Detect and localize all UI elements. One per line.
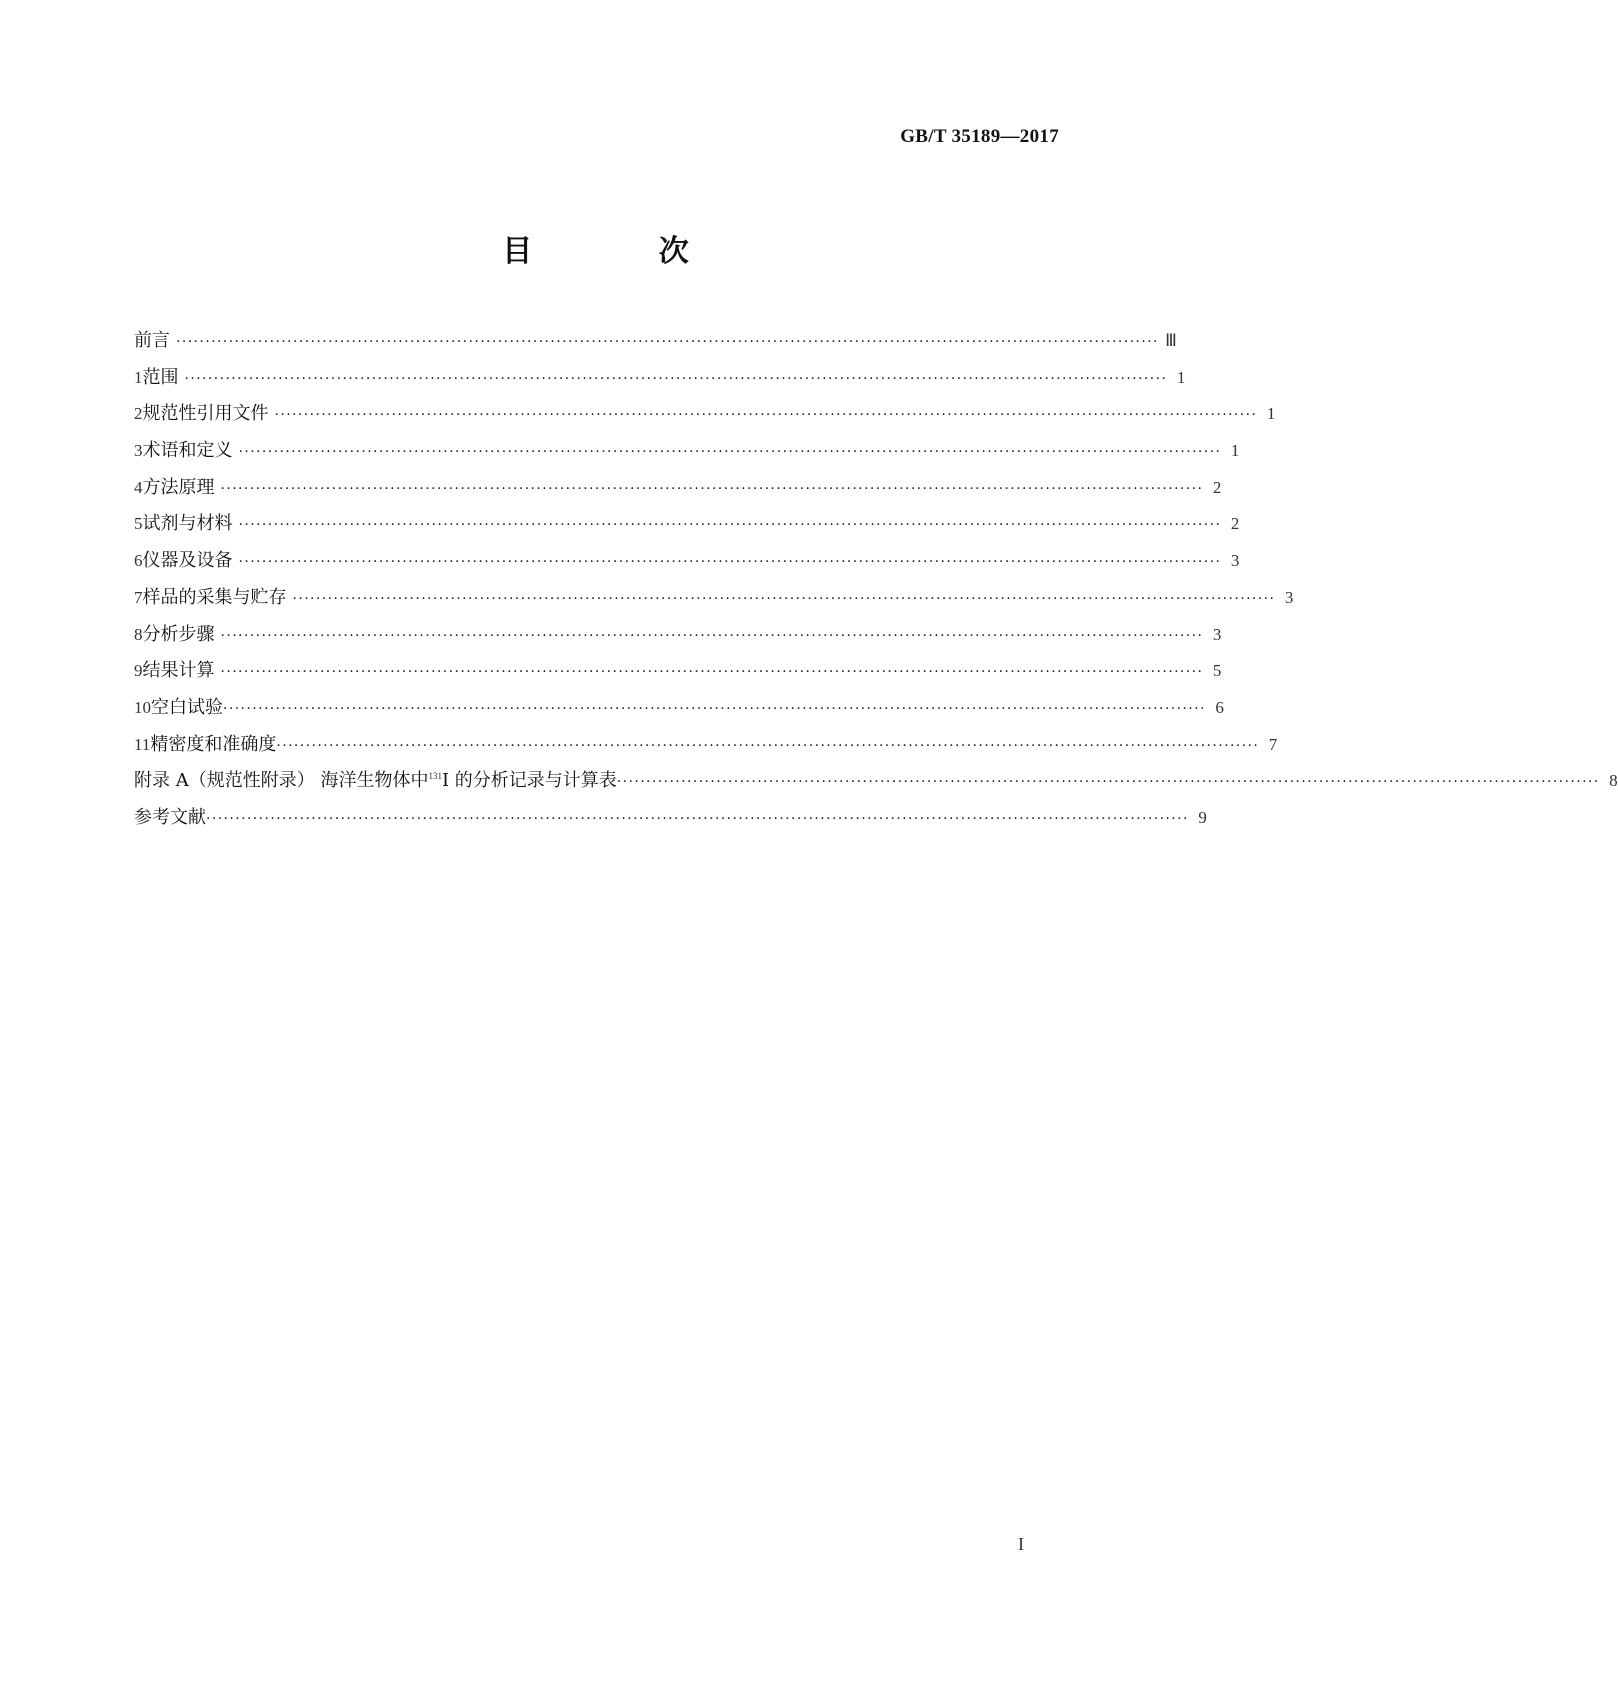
annex-title-part: 附录 A（规范性附录） 海洋生物体中 [134,770,429,792]
toc-entry-label: 规范性引用文件 [142,403,269,425]
dot-leader: ········································································································································································ [184,370,1168,387]
toc-entry-label: 范围 [142,366,179,388]
toc-entry-page: 1 [1230,441,1240,461]
dot-leader: ········································································································································································ [220,664,1204,681]
toc-entry-number: 1 [134,367,143,387]
toc-entry-label: 参考文献 [134,806,206,828]
toc-entry-page: 1 [1176,367,1186,387]
dot-leader: ········································································································································································ [238,444,1222,461]
toc-entry-label: 试剂与材料 [142,513,233,535]
dot-leader: ········································································································································································ [223,700,1206,717]
toc-entry-number: 3 [134,441,143,461]
toc-entry-number: 2 [134,404,143,424]
dot-leader: ········································································································································································ [238,517,1222,534]
dot-leader: ········································································································································································ [292,590,1276,607]
toc-entry-references[interactable] [134,803,1207,840]
toc-entry-number: 5 [134,514,143,534]
toc-entry-1[interactable] [134,363,1186,400]
table-of-contents [134,326,1618,840]
toc-entry-page: 3 [1230,551,1240,571]
toc-entry-label: 空白试验 [151,696,223,718]
toc-entry-label: 仪器及设备 [142,550,233,572]
toc-entry-10[interactable] [134,693,1224,730]
standard-code: GB/T 35189—2017 [900,126,1059,147]
toc-entry-3[interactable] [134,436,1240,473]
dot-leader: ········································································································································································ [276,737,1260,754]
toc-entry-page: Ⅲ [1165,331,1177,350]
toc-entry-page: 7 [1268,734,1278,754]
toc-entry-9[interactable] [134,656,1222,693]
toc-entry-label: 分析步骤 [142,623,215,645]
isotope-mass-superscript: 131 [428,771,442,782]
toc-entry-page: 2 [1212,477,1222,497]
toc-entry-page: 9 [1198,807,1207,827]
toc-entry-page: 3 [1284,587,1294,607]
page-number: I [1018,1534,1024,1554]
toc-entry-label: 结果计算 [142,660,215,682]
toc-entry-2[interactable] [134,399,1276,436]
toc-entry-page: 6 [1215,697,1224,717]
toc-entry-page: 3 [1212,624,1222,644]
toc-entry-label [134,766,617,792]
toc-entry-7[interactable] [134,583,1294,620]
dot-leader: ········································································································································································ [238,554,1222,571]
toc-entry-label: 方法原理 [142,476,215,498]
toc-entry-8[interactable] [134,620,1222,657]
dot-leader: ········································································································································································ [220,627,1204,644]
toc-entry-number: 7 [134,587,143,607]
toc-entry-number: 11 [134,734,151,754]
toc-entry-label: 前言 [134,330,170,351]
dot-leader: ········································································································································································ [274,407,1258,424]
toc-entry-number: 9 [134,661,143,681]
toc-entry-number: 4 [134,477,143,497]
toc-entry-label: 样品的采集与贮存 [142,586,287,608]
toc-entry-number: 6 [134,551,143,571]
toc-entry-page: 1 [1266,404,1276,424]
toc-entry-4[interactable] [134,473,1222,510]
toc-entry-label: 术语和定义 [142,440,233,462]
toc-entry-foreword[interactable] [134,326,1177,363]
dot-leader: ········································································································································································ [176,334,1159,350]
dot-leader: ········································································································································································ [616,774,1600,791]
toc-entry-page: 5 [1212,661,1222,681]
toc-entry-11[interactable] [134,730,1278,767]
toc-entry-annex-a[interactable] [134,766,1618,803]
page-title: 目 次 [502,234,747,269]
toc-entry-number: 10 [134,697,151,717]
annex-title-part: I 的分析记录与计算表 [441,770,617,792]
toc-entry-page: 2 [1230,514,1240,534]
toc-entry-label: 精密度和准确度 [150,733,277,755]
toc-entry-page: 8 [1609,771,1618,791]
dot-leader: ········································································································································································ [206,810,1189,827]
toc-entry-number: 8 [134,624,143,644]
toc-entry-6[interactable] [134,546,1240,583]
toc-entry-5[interactable] [134,509,1240,546]
dot-leader: ········································································································································································ [220,480,1204,497]
